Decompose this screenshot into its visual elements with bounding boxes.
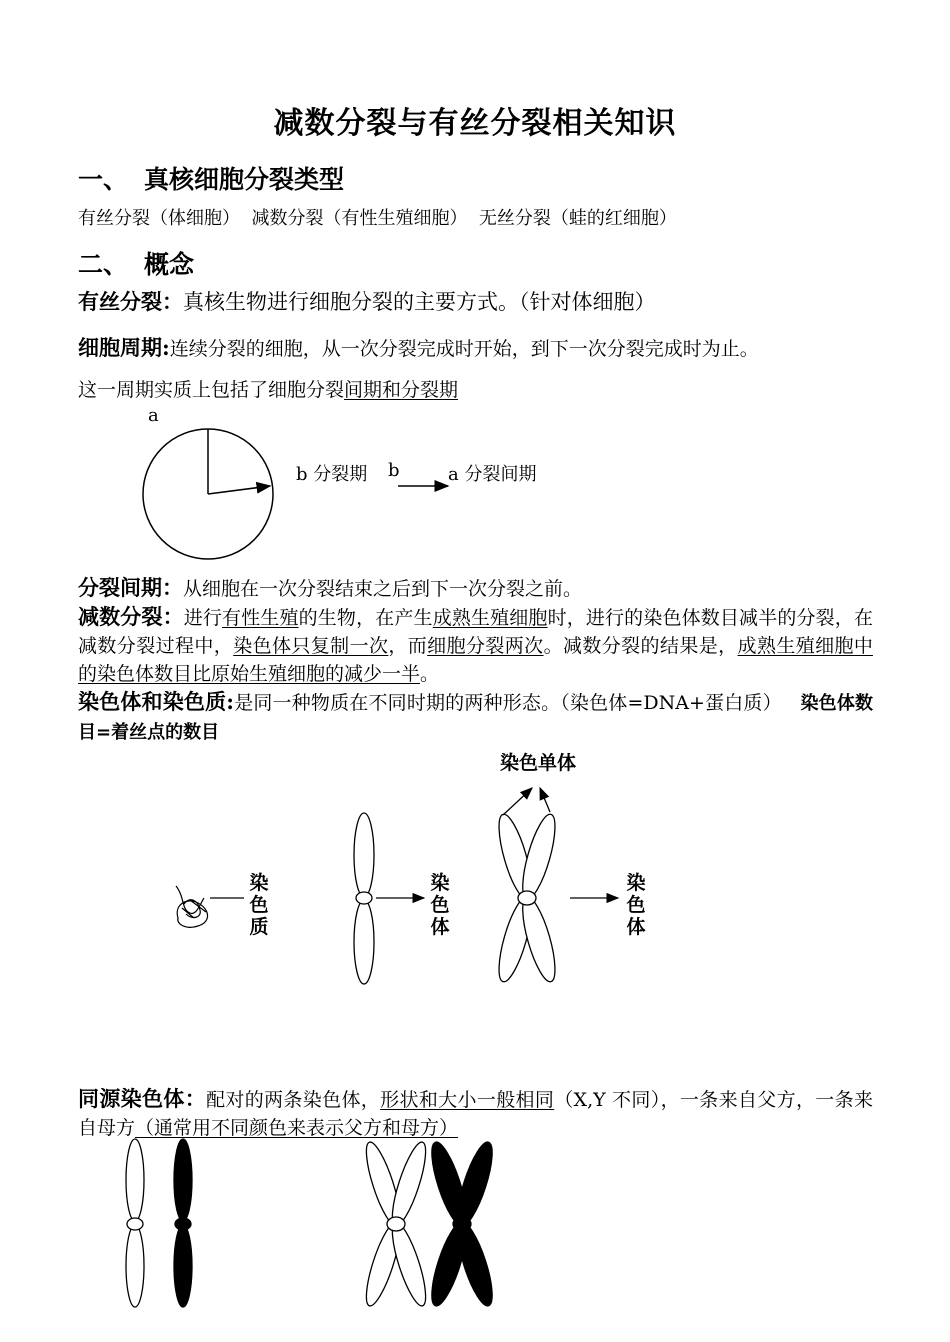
chromatin-label: 染色质: [249, 872, 269, 938]
cycle-label-a-phase: a 分裂间期: [448, 464, 537, 485]
homologous-key-phrase: （通常用不同颜色来表示父方和母方）: [135, 1117, 459, 1139]
cycle-label-b: b: [388, 460, 400, 481]
chromosome-label-1: 染色体: [430, 872, 450, 938]
meiosis-text: ，而: [388, 635, 428, 657]
meiosis-key-phrase: 染色体只复制一次: [233, 635, 389, 657]
section-number: 一、: [78, 165, 129, 194]
meiosis-text: 进行: [183, 607, 223, 629]
meiosis-term: 减数分裂：: [78, 604, 184, 629]
homologous-text: （X,Y 不同），一条来自父方，一条来自母方: [78, 1089, 873, 1139]
chromosome-text: 是同一种物质在不同时期的两种形态。（染色体=DNA+蛋白质）: [234, 692, 782, 714]
interphase-term: 分裂间期：: [78, 575, 183, 600]
chromosome-label-2: 染色体: [626, 872, 646, 938]
division-types-line: 有丝分裂（体细胞） 减数分裂（有性生殖细胞） 无丝分裂（蛙的红细胞）: [78, 208, 677, 229]
cycle-label-a: a: [148, 405, 159, 426]
meiosis-key-phrase: 细胞分裂两次: [427, 635, 544, 657]
cell-cycle-term: 细胞周期:: [78, 335, 170, 360]
cell-cycle-phases: 间期和分裂期: [344, 379, 459, 401]
meiosis-key-phrase: 有性生殖: [222, 607, 299, 629]
meiosis-key-phrase: 成熟生殖细胞中的染色体数目比原始生殖细胞的减少一半: [78, 635, 873, 685]
homologous-term: 同源染色体：: [78, 1086, 207, 1111]
meiosis-text: 。: [420, 663, 440, 685]
section-title: 概念: [144, 250, 195, 279]
page-title: 减数分裂与有丝分裂相关知识: [273, 106, 677, 141]
section-title: 真核细胞分裂类型: [144, 165, 345, 194]
meiosis-key-phrase: 成熟生殖细胞: [432, 607, 548, 629]
meiosis-text: 。减数分裂的结果是，: [543, 635, 738, 657]
homologous-text: 配对的两条染色体，: [206, 1089, 381, 1111]
cell-cycle-text: 连续分裂的细胞，从一次分裂完成时开始，到下一次分裂完成时为止。: [169, 338, 759, 360]
meiosis-text: 时，进行的染色体数目减半的分裂，在减数分裂过程中，: [78, 607, 873, 657]
chromosome-term: 染色体和染色质:: [78, 689, 235, 714]
chromosome-count-note: 染色体数目=着丝点的数目: [78, 693, 874, 743]
section-number: 二、: [78, 250, 129, 279]
cell-cycle-line2-text: 这一周期实质上包括了细胞分裂: [78, 379, 345, 401]
chromatid-label: 染色单体: [500, 752, 577, 774]
homologous-key-phrase: 形状和大小一般相同: [380, 1089, 555, 1111]
interphase-text: 从细胞在一次分裂结束之后到下一次分裂之前。: [183, 578, 583, 600]
cycle-label-b-phase: b 分裂期: [296, 464, 368, 485]
mitosis-text: 真核生物进行细胞分裂的主要方式。（针对体细胞）: [183, 290, 656, 314]
mitosis-term: 有丝分裂：: [78, 289, 183, 314]
meiosis-text: 的生物，在产生: [298, 607, 433, 629]
